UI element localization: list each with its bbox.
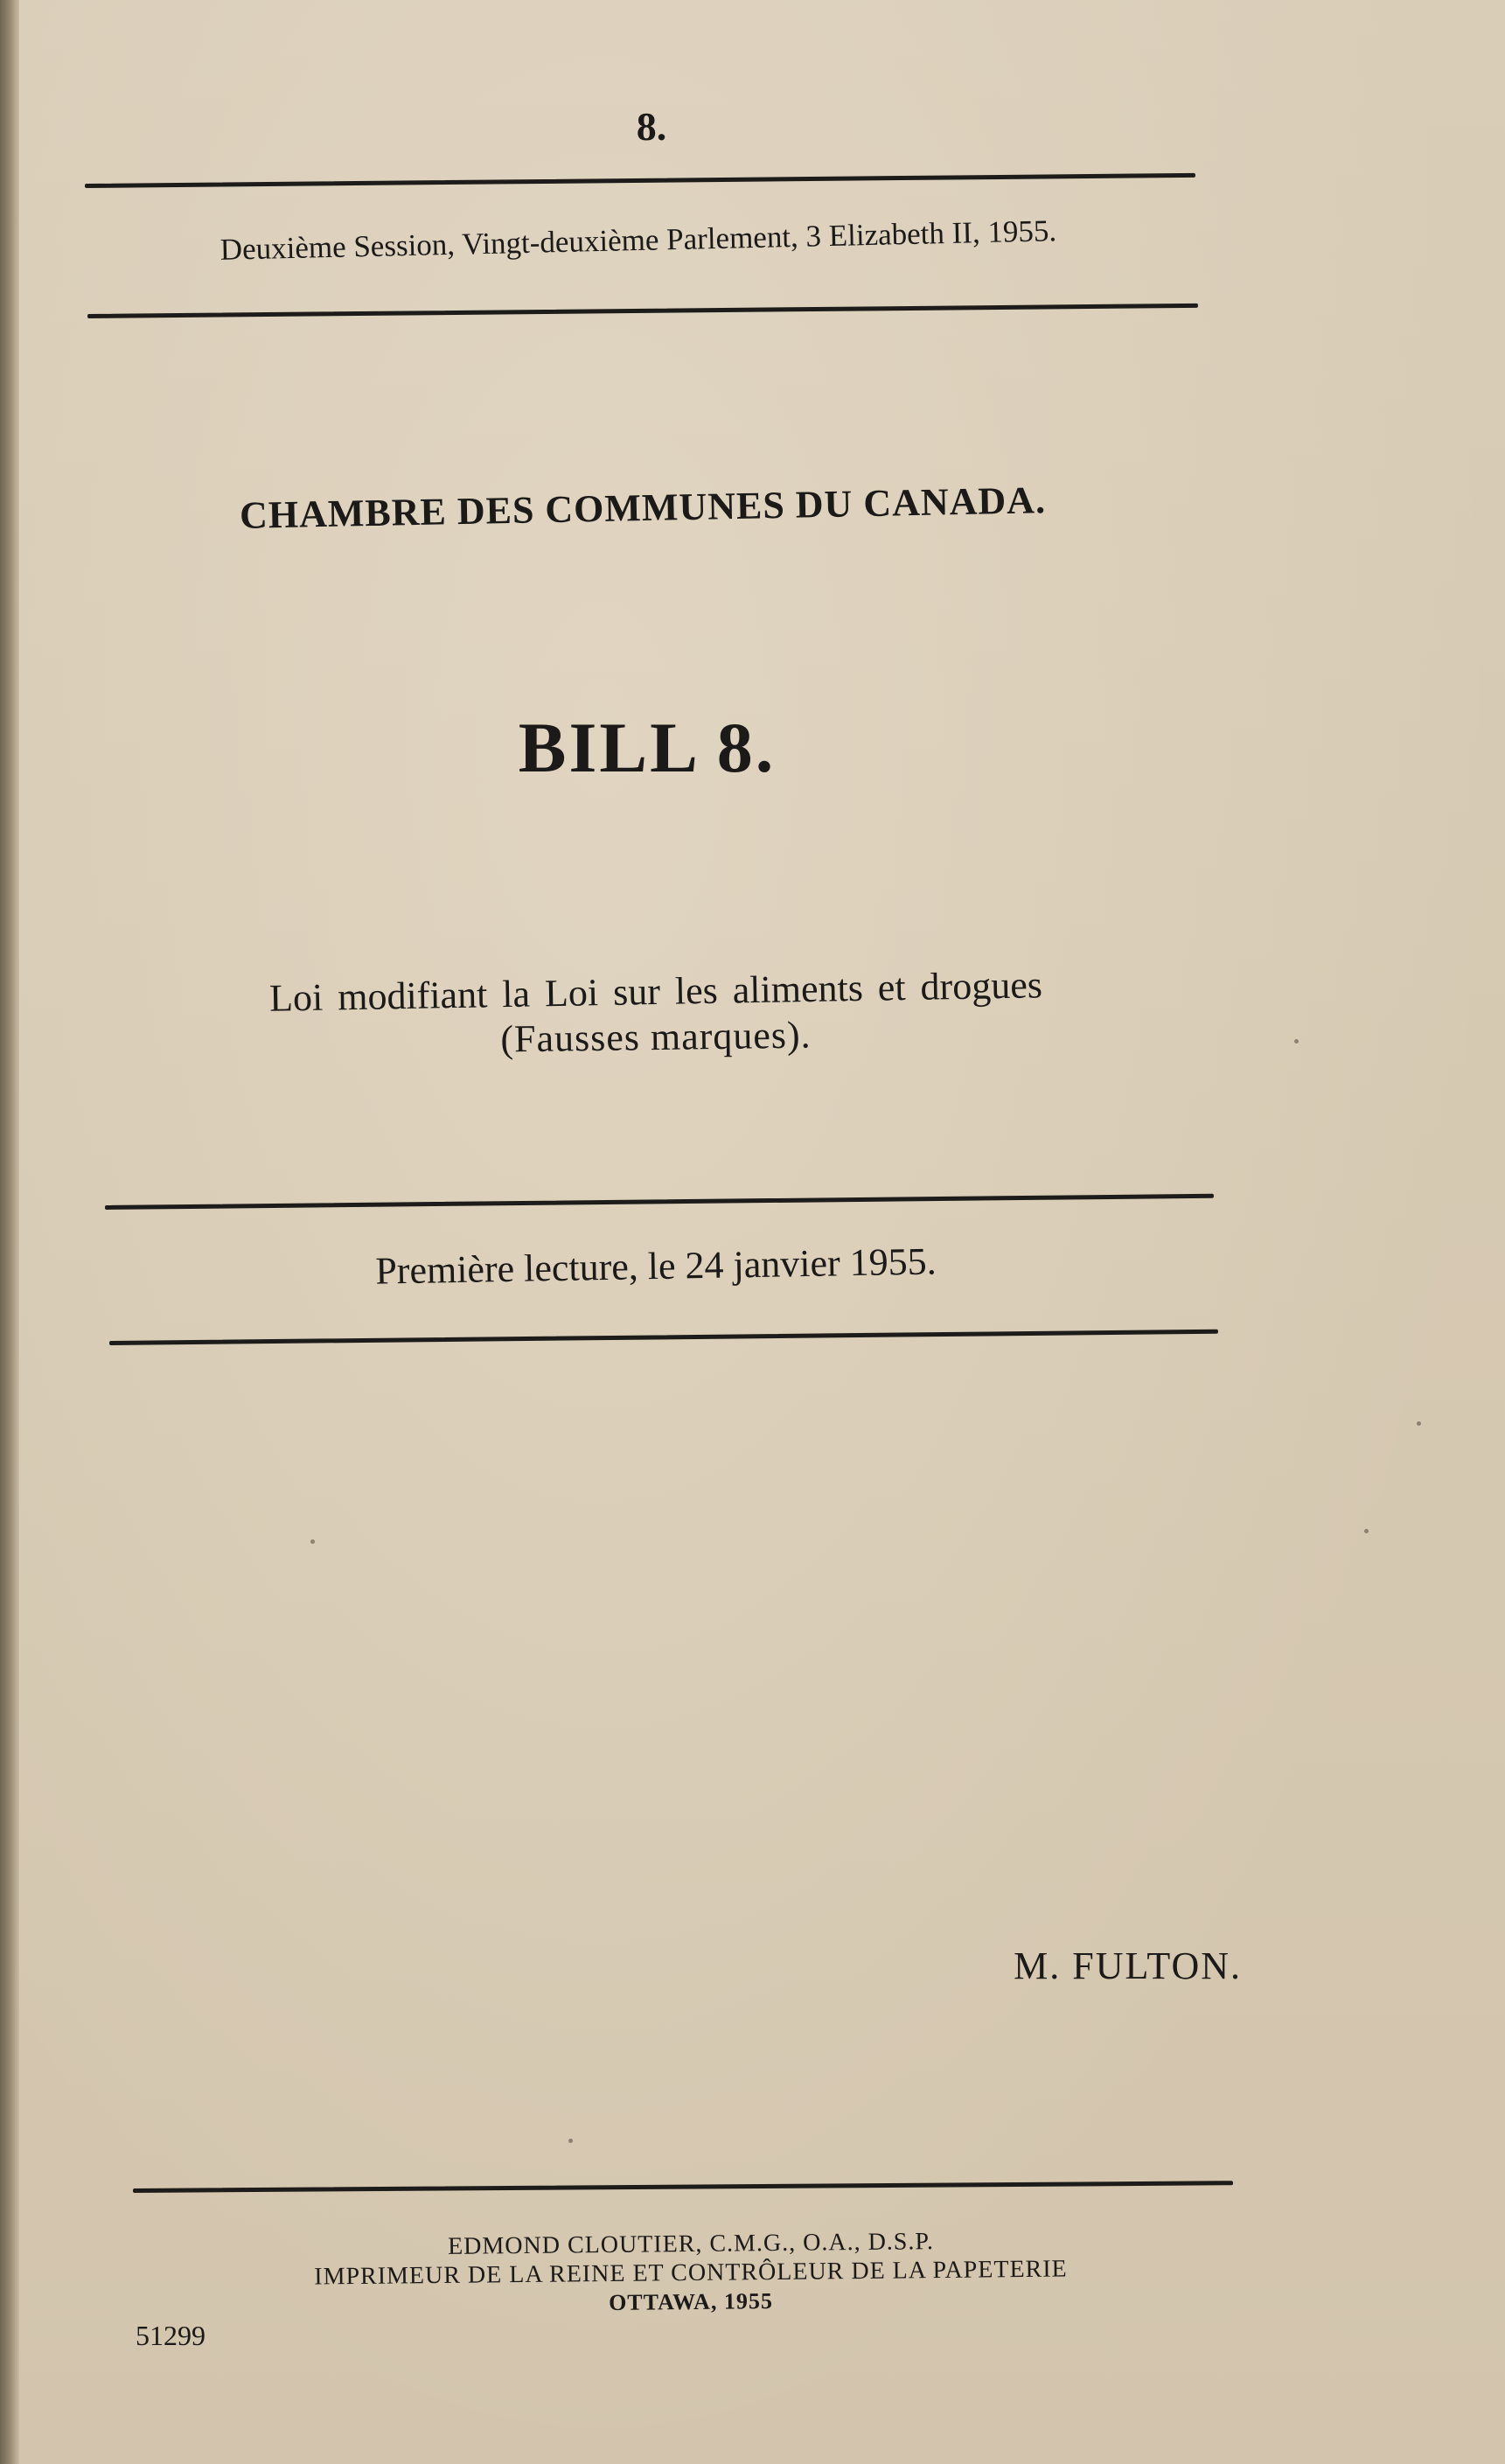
printer-title: IMPRIMEUR DE LA REINE ET CONTRÔLEUR DE LA PAPETERIE (314, 2255, 1068, 2291)
top-rule-1 (85, 173, 1195, 188)
bill-number: BILL 8. (518, 708, 777, 787)
binding-spine (0, 0, 19, 2464)
top-rule-2 (87, 304, 1198, 318)
bill-title-line-1: Loi modifiant la Loi sur les aliments et drogues (268, 963, 1043, 1020)
first-reading-line: Première lecture, le 24 janvier 1955. (374, 1239, 937, 1293)
page-number: 8. (636, 104, 667, 149)
reading-rule-bottom (109, 1330, 1218, 1345)
paper-speck (1294, 1039, 1299, 1044)
sponsor-prefix: M. F (1014, 1944, 1096, 1987)
sponsor-name (988, 1944, 1242, 1988)
paper-speck (1417, 1421, 1421, 1426)
session-line: Deuxième Session, Vingt-deuxième Parlement, 3 Elizabeth II, 1955. (219, 213, 1057, 267)
printer-name: EDMOND CLOUTIER, C.M.G., O.A., D.S.P. (447, 2228, 935, 2260)
sponsor-surname: ULTON. (1095, 1944, 1242, 1987)
bill-title-line-2: (Fausses marques). (500, 1013, 812, 1061)
paper-speck (310, 1539, 315, 1544)
printer-location-year: OTTAWA, 1955 (608, 2288, 774, 2315)
reading-rule-top (105, 1194, 1214, 1210)
paper-speck (568, 2139, 573, 2143)
paper-speck (1364, 1529, 1369, 1533)
print-code: 51299 (136, 2320, 206, 2351)
printer-rule (133, 2181, 1233, 2193)
chamber-heading: CHAMBRE DES COMMUNES DU CANADA. (239, 478, 1047, 537)
